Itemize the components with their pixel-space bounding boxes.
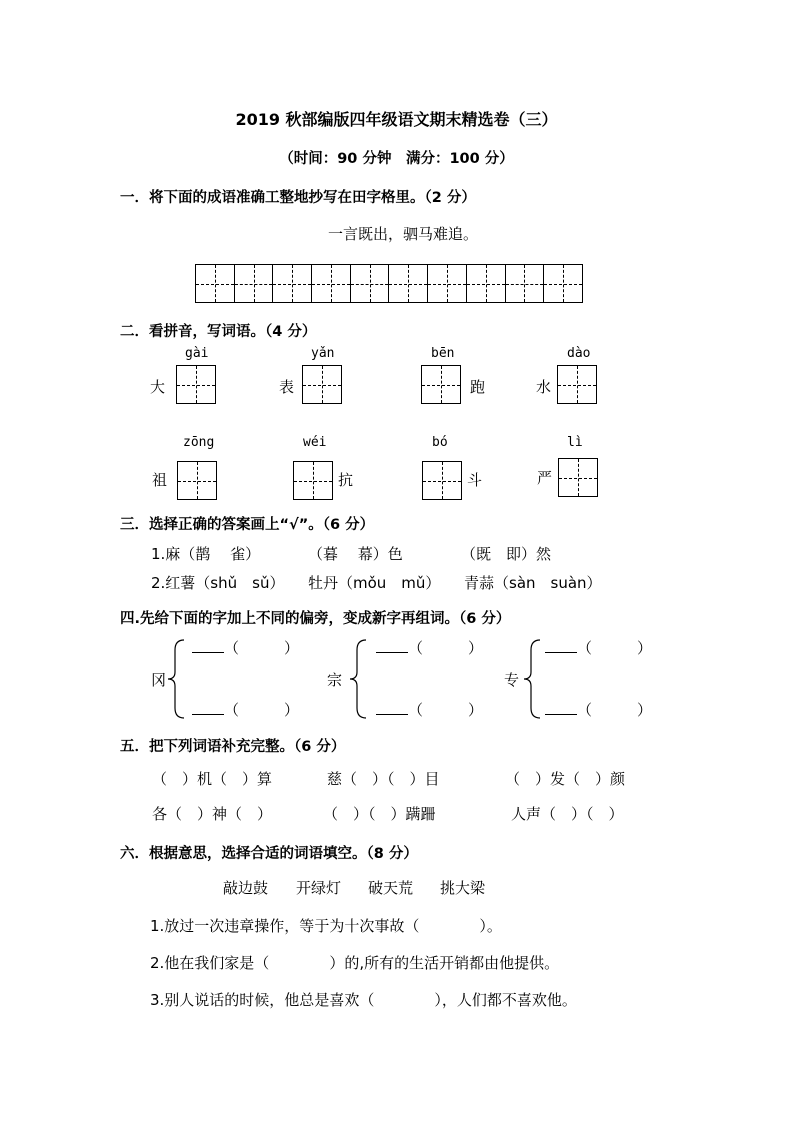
idiom-blank[interactable]: （ ）机（ ）算 [152, 770, 273, 788]
given-char: 大 [150, 378, 166, 396]
choice-item[interactable]: （暮 幕）色 [308, 545, 403, 563]
word-option: 开绿灯 [296, 879, 342, 897]
tianzige-cell[interactable] [311, 264, 351, 303]
idiom-blank[interactable]: 慈（ ）（ ）目 [327, 770, 440, 788]
fill-row[interactable]: （ ） [376, 699, 483, 720]
section-5-heading: 五．把下列词语补充完整。（6 分） [120, 739, 346, 755]
choice-item[interactable]: 牡丹（mǒu mǔ） [308, 574, 441, 592]
fill-question[interactable]: 2.他在我们家是（ ）的,所有的生活开销都由他提供。 [150, 954, 560, 972]
pinyin-label: bēn [431, 346, 455, 361]
section-4-heading: 四.先给下面的字加上不同的偏旁，变成新字再组词。（6 分） [120, 611, 511, 627]
section-6-heading: 六．根据意思，选择合适的词语填空。（8 分） [120, 846, 418, 862]
answer-box[interactable] [421, 365, 461, 404]
choice-item[interactable]: 2.红薯（shǔ sǔ） [151, 574, 285, 592]
word-option: 挑大梁 [440, 879, 486, 897]
tianzige-cell[interactable] [272, 264, 312, 303]
given-char: 跑 [470, 378, 486, 396]
fill-row[interactable]: （ ） [545, 637, 652, 658]
given-char: 祖 [152, 471, 168, 489]
brace-icon [166, 638, 186, 720]
answer-box[interactable] [557, 365, 597, 404]
fill-row[interactable]: （ ） [192, 637, 299, 658]
answer-box[interactable] [558, 458, 598, 497]
exam-info: （时间：90 分钟 满分：100 分） [279, 151, 514, 167]
tianzige-cell[interactable] [427, 264, 467, 303]
base-char: 冈 [151, 671, 167, 689]
fill-question[interactable]: 1.放过一次违章操作，等于为十次事故（ ）。 [150, 917, 502, 935]
page-title: 2019 秋部编版四年级语文期末精选卷（三） [235, 110, 558, 129]
answer-box[interactable] [176, 365, 216, 404]
base-char: 专 [504, 671, 520, 689]
tianzige-cell[interactable] [195, 264, 235, 303]
fill-question[interactable]: 3.别人说话的时候，他总是喜欢（ ），人们都不喜欢他。 [150, 991, 577, 1009]
idiom-blank[interactable]: 各（ ）神（ ） [152, 805, 273, 823]
base-char: 宗 [327, 671, 343, 689]
section-2-heading: 二．看拼音，写词语。（4 分） [120, 324, 317, 340]
given-char: 表 [279, 378, 295, 396]
tianzige-cell[interactable] [466, 264, 506, 303]
fill-row[interactable]: （ ） [545, 699, 652, 720]
pinyin-label: dào [567, 346, 591, 361]
pinyin-label: lì [567, 435, 583, 450]
given-char: 水 [536, 378, 552, 396]
given-char: 抗 [338, 471, 354, 489]
tianzige-cell[interactable] [234, 264, 274, 303]
idiom-blank[interactable]: （ ）（ ）蹒跚 [323, 805, 436, 823]
tianzige-cell[interactable] [505, 264, 545, 303]
choice-item[interactable]: 青蒜（sàn suàn） [464, 574, 602, 592]
brace-icon [348, 638, 368, 720]
answer-box[interactable] [302, 365, 342, 404]
tianzige-cell[interactable] [388, 264, 428, 303]
answer-box[interactable] [177, 461, 217, 500]
fill-row[interactable]: （ ） [192, 699, 299, 720]
pinyin-label: zōng [183, 435, 215, 450]
pinyin-label: bó [432, 435, 448, 450]
idiom-blank[interactable]: 人声（ ）（ ） [511, 805, 624, 823]
given-char: 严 [537, 469, 553, 487]
idiom-text: 一言既出，驷马难追。 [328, 225, 479, 243]
tianzige-row[interactable] [195, 264, 592, 303]
tianzige-cell[interactable] [350, 264, 390, 303]
answer-box[interactable] [422, 461, 462, 500]
given-char: 斗 [467, 471, 483, 489]
section-1-heading: 一．将下面的成语准确工整地抄写在田字格里。（2 分） [120, 190, 476, 206]
word-option: 破天荒 [368, 879, 414, 897]
pinyin-label: gài [185, 346, 209, 361]
section-3-heading: 三．选择正确的答案画上“√”。（6 分） [120, 517, 375, 533]
fill-row[interactable]: （ ） [376, 637, 483, 658]
pinyin-label: wéi [303, 435, 327, 450]
tianzige-cell[interactable] [543, 264, 583, 303]
brace-icon [522, 638, 542, 720]
answer-box[interactable] [293, 461, 333, 500]
choice-item[interactable]: （既 即）然 [461, 545, 552, 563]
word-option: 敲边鼓 [223, 879, 269, 897]
idiom-blank[interactable]: （ ）发（ ）颜 [505, 770, 626, 788]
pinyin-label: yǎn [311, 346, 335, 361]
choice-item[interactable]: 1.麻（鹊 雀） [151, 545, 261, 563]
